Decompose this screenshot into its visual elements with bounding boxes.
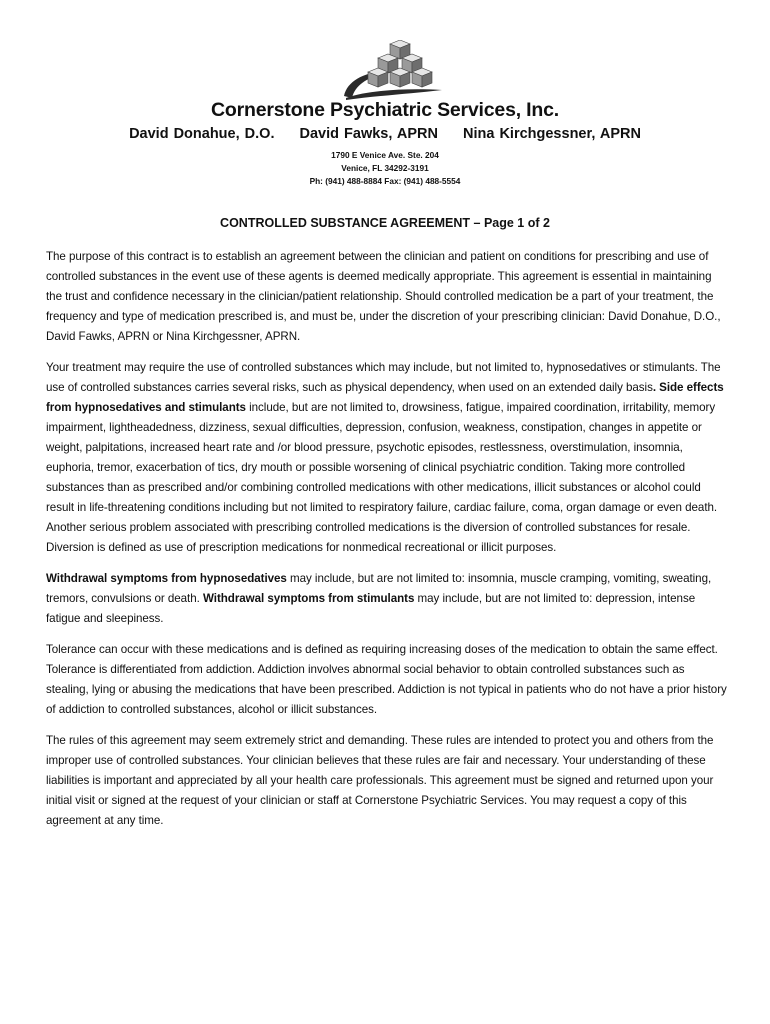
address-street: 1790 E Venice Ave. Ste. 204 <box>331 150 439 160</box>
bold-text: Withdrawal symptoms from stimulants <box>202 592 415 605</box>
paragraph-text: include, but are not limited to, drowsiness, fatigue, impaired coordination, irritability, memory impairment, lightheadedness, dizziness, sexual difficulties, depression, confusion, weakness, constipation, changes in appetite or weight, palpitations, increased heart rate and /or blood pressure, psychotic episodes, restlessness, overstimulation, insomnia, euphoria, tremor, exacerbation of tics, dry mouth or possible worsening of clinical psychiatric condition. Taking more controlled substances than as prescribed and/or combining controlled medications with other medications, illicit substances or alcohol could result in life-threatening conditions including but not limited to respiratory failure, cardiac failure, coma, organ damage or even death. Another serious problem associated with prescribing controlled medications is the diversion of controlled substances for resale. Diversion is defined as use of prescription medications for nonmedical recreational or illicit purposes. <box>46 401 718 554</box>
cornerstone-logo-icon <box>338 40 448 104</box>
address-city: Venice, FL 34292-3191 <box>341 163 429 173</box>
paragraph-text: Your treatment may require the use of controlled substances which may include, but not limited to, hypnosedatives or stimulants. The use of controlled substances carries several risks, such as physical dependency, when used on an extended daily basis <box>46 361 721 394</box>
phone-fax: Ph: (941) 488-8884 Fax: (941) 488-5554 <box>309 176 461 186</box>
paragraph-text: may include, but are not limited to: depression, intense fatigue and sleepiness. <box>46 592 696 625</box>
company-name: Cornerstone Psychiatric Services, Inc. <box>211 99 559 121</box>
paragraph-text: may include, but are not limited to: insomnia, muscle cramping, vomiting, sweating, tremors, convulsions or death. <box>46 572 712 605</box>
paragraph-tolerance: Tolerance can occur with these medications and is defined as requiring increasing doses of the medication to obtain the same effect. Tolerance is differentiated from addiction. Addiction involves abnormal social behavior to obtain controlled substances such as stealing, lying or abusing the medications that have been prescribed. Addiction is not typical in patients who do not have a prior history of addiction to controlled substances, alcohol or illicit substances. <box>46 643 727 716</box>
clinician-list <box>0 126 770 142</box>
paragraph-side-effects <box>46 358 728 558</box>
clinician-name: Nina Kirchgessner, APRN <box>463 126 641 142</box>
document-body <box>46 247 728 842</box>
paragraph-rules: The rules of this agreement may seem extremely strict and demanding. These rules are intended to protect you and others from the improper use of controlled substances. Your clinician believes that these rules are fair and necessary. Your understanding of these liabilities is important and appreciated by all your health care professionals. This agreement must be signed and returned upon your initial visit or signed at the request of your clinician or staff at Cornerstone Psychiatric Services. You may request a copy of this agreement at any time. <box>46 734 714 827</box>
bold-text: Withdrawal symptoms from hypnosedatives <box>46 572 287 585</box>
document-title: CONTROLLED SUBSTANCE AGREEMENT – Page 1 of 2 <box>220 216 550 230</box>
paragraph-purpose: The purpose of this contract is to establish an agreement between the clinician and patient on conditions for prescribing and use of controlled substances in the event use of these agents is deemed medically appropriate. This agreement is essential in maintaining the trust and confidence necessary in the clinician/patient relationship. Should controlled medication be a part of your treatment, the frequency and type of medication prescribed is, and must be, under the discretion of your prescribing clinician: David Donahue, D.O., David Fawks, APRN or Nina Kirchgessner, APRN. <box>46 250 721 343</box>
clinician-name: David Donahue, D.O. <box>129 126 275 142</box>
clinician-name: David Fawks, APRN <box>299 126 438 142</box>
paragraph-withdrawal <box>46 569 728 629</box>
bold-text: . Side effects from hypnosedatives and stimulants <box>46 381 724 414</box>
